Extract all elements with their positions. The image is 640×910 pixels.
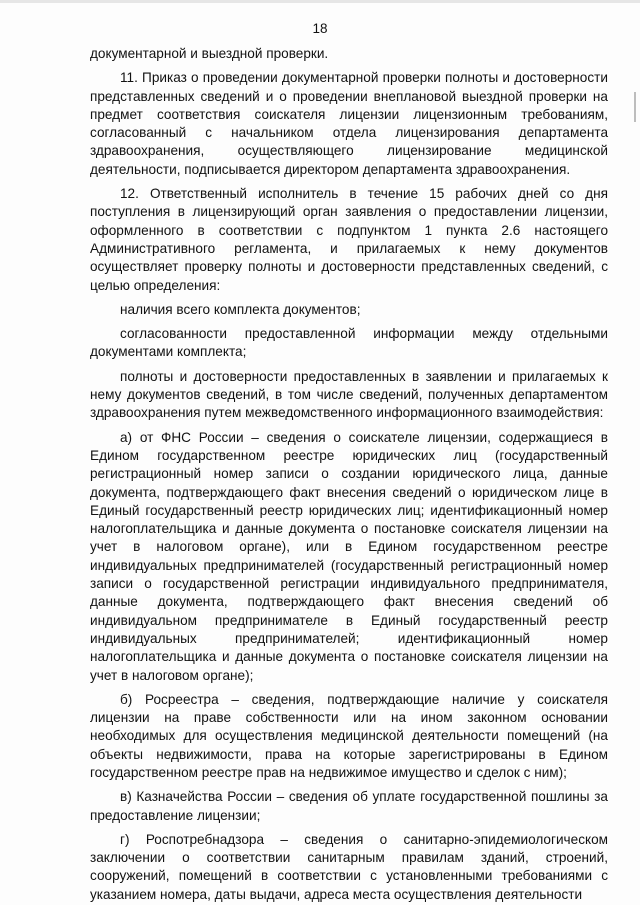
paragraph-11: 11. Приказ о проведении документарной проверки полноты и достоверности представленных сведений и о проведении внеплановой выездной проверки на предмет соответствия соискателя лицензии лицензионным требованиям, согласованный с начальником отдела лицензирования департамента здравоохранения, осуществляющего лицензирование медицинской деятельности, подписывается директором департамента здравоохранения. bbox=[90, 70, 608, 177]
list-item-completeness: наличия всего комплекта документов; bbox=[120, 301, 361, 317]
subitem-a-fns: а) от ФНС России – сведения о соискателе лицензии, содержащиеся в Едином государственном реестре юридических лиц (государственный регистрационный номер записи о создании юридического лица, данные документа, подтверждающего факт внесения сведений о юридическом лице в Единый государственный реестр юридических лиц; идентификационный номер налогоплательщика и данные документа о постановке соискателя лицензии на учет в налоговом органе), или в Едином государственном реестре индивидуальных предпринимателей (государственный регистрационный номер записи о государственной регистрации индивидуального предпринимателя, данные документа, подтверждающего факт внесения сведений об индивидуальном предпринимателе в Единый государственный реестр индивидуальных предпринимателей; идентификационный номер налогоплательщика и данные документа о постановке соискателя лицензии на учет в налоговом органе); bbox=[90, 429, 608, 683]
subitem-g-rospotrebnadzor: г) Роспотребнадзора – сведения о санитарно-эпидемиологическом заключении о соответствии санитарным правилам зданий, строений, сооружений, помещений в соответствии с установленными требованиями с указанием номера, даты выдачи, адреса места осуществления деятельности bbox=[90, 831, 608, 902]
paragraph-12: 12. Ответственный исполнитель в течение 15 рабочих дней со дня поступления в лицензирующий орган заявления о предоставлении лицензии, оформленного в соответствии с подпунктом 1 пункта 2.6 настоящего Административного регламента, и прилагаемых к нему документов осуществляет проверку полноты и достоверности представленных сведений, с целью определения: bbox=[90, 186, 608, 293]
paragraph-continuation: документарной и выездной проверки. bbox=[90, 46, 329, 61]
page-number: 18 bbox=[312, 21, 328, 36]
scan-edge-mark bbox=[634, 92, 636, 122]
subitem-b-rosreestr: б) Росреестра – сведения, подтверждающие наличие у соискателя лицензии на праве собственности или на ином законном основании необходимых для осуществления медицинской деятельности помещений (на объекты недвижимости, права на которые зарегистрированы в Едином государственном реестре прав на недвижимое имущество и сделок с ним); bbox=[90, 691, 608, 780]
document-body bbox=[90, 45, 608, 910]
subitem-v-treasury: в) Казначейства России – сведения об уплате государственной пошлины за предоставление лицензии; bbox=[90, 789, 608, 823]
list-item-consistency: согласованности предоставленной информации между отдельными документами комплекта; bbox=[90, 326, 608, 360]
top-edge-line bbox=[0, 0, 640, 3]
list-item-reliability: полноты и достоверности предоставленных в заявлении и прилагаемых к нему документов сведений, в том числе сведений, полученных департаментом здравоохранения путем межведомственного информационного взаимодействия: bbox=[90, 368, 608, 421]
